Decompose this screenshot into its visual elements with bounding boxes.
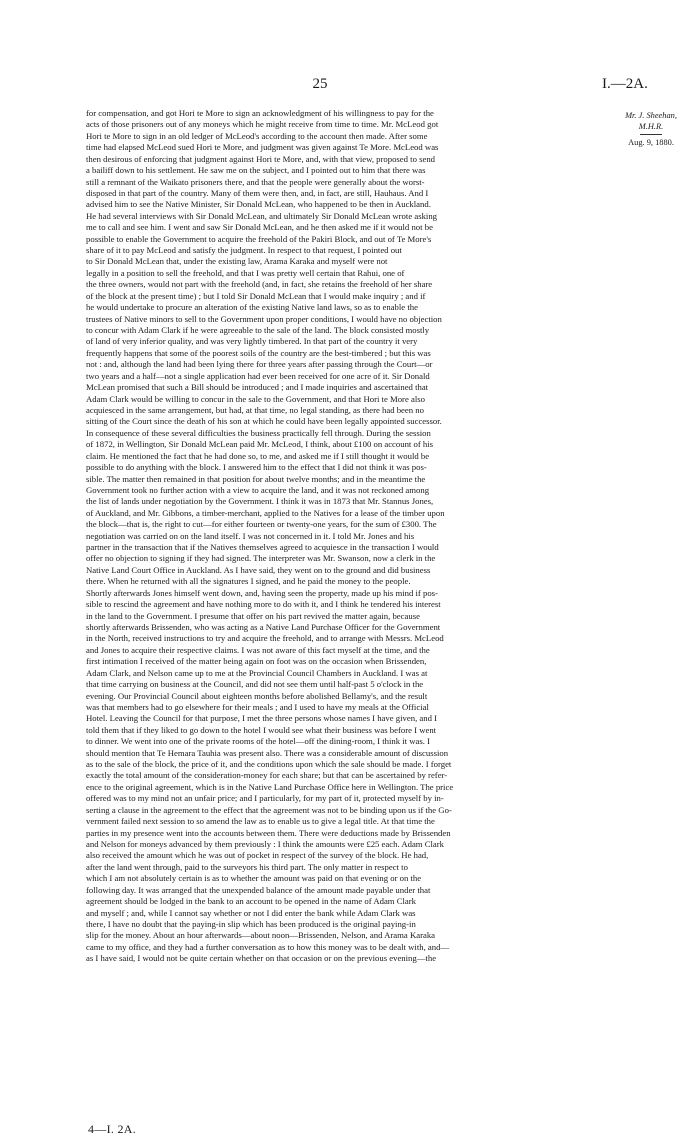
body-line: time had elapsed McLeod sued Hori te More, and judgment was given against Te More. McLeod was bbox=[86, 142, 439, 153]
body-line: shortly afterwards Brissenden, who was acting as a Native Land Purchase Officer for the Government bbox=[86, 621, 441, 632]
witness-name: Mr. J. Sheehan, bbox=[625, 111, 677, 120]
margin-divider bbox=[640, 134, 662, 135]
body-line: Adam Clark, and Nelson came up to me at the Provincial Council Chambers in Auckland. I was at bbox=[86, 667, 428, 678]
body-line: acts of those prisoners out of any moneys which he might receive from time to time. Mr. McLeod got bbox=[86, 119, 439, 130]
body-line: to concur with Adam Clark if he were agreeable to the sale of the land. The block consisted mostly bbox=[86, 325, 430, 336]
body-line: He had several interviews with Sir Donald McLean, and ultimately Sir Donald McLean wrote asking bbox=[86, 210, 438, 221]
body-line: of 1872, in Wellington, Sir Donald McLean paid Mr. McLeod, I think, about £100 on account of his bbox=[86, 439, 434, 450]
body-line: negotiation was carried on on the land itself. I was not concerned in it. I told Mr. Jones and his bbox=[86, 530, 415, 541]
body-line: that time carrying on business at the Council, and did not see them until half-past 5 o'clock in the bbox=[86, 679, 424, 690]
body-line: Native Land Court Office in Auckland. As I have said, they went on to the ground and did business bbox=[86, 564, 431, 575]
body-line: sitting of the Court since the death of his son at which he could have been legally appointed successor. bbox=[86, 416, 442, 427]
body-line: which I am not absolutely certain is as to whether the amount was paid on that evening or on the bbox=[86, 873, 422, 884]
body-line: and Nelson for moneys advanced by them previously : I think the amounts were £25 each. Adam Clark bbox=[86, 839, 445, 849]
evidence-body bbox=[86, 108, 598, 965]
body-line: In consequence of these several difficulties the business practically fell through. During the session bbox=[86, 427, 431, 438]
body-line: parties in my presence went into the accounts between them. There were deductions made by Brissenden bbox=[86, 827, 451, 838]
body-line: in the land to the Government. I presume that offer on his part revived the matter again, because bbox=[86, 610, 420, 621]
body-line: frequently happens that some of the poorest soils of the country are the best-timbered ; but this was bbox=[86, 347, 431, 358]
body-line: ence to the original agreement, which is in the Native Land Purchase Office here in Wellington. The price bbox=[86, 781, 454, 792]
body-line: possible to do anything with the block. I answered him to the effect that I did not think it was pos- bbox=[86, 462, 427, 473]
body-line: McLean promised that such a Bill should be introduced ; and I made inquiries and ascertained that bbox=[86, 382, 429, 393]
body-line: evening. Our Provincial Council about eighteen months before abolished Bellamy's, and the result bbox=[86, 690, 428, 701]
body-line: claim. He mentioned the fact that he had done so, to me, and asked me if I still thought it would be bbox=[86, 450, 430, 461]
body-line: serting a clause in the agreement to the effect that the agreement was not to be binding upon us if the Go- bbox=[86, 804, 452, 815]
body-line: first intimation I received of the matter being again on foot was on the occasion when Brissenden, bbox=[86, 656, 427, 667]
body-line: me to call and see him. I went and saw Sir Donald McLean, and he then asked me if it would not be bbox=[86, 222, 433, 233]
body-line: Government took no further action with a view to acquire the land, and it was not reckoned among bbox=[86, 484, 430, 495]
body-line: trustees of Native minors to sell to the Government upon proper conditions, I would have no objection bbox=[86, 313, 442, 324]
body-line: acquiesced in the same arrangement, but had, at that time, no legal standing, as there had been no bbox=[86, 404, 424, 415]
body-line: and Jones to acquire their respective claims. I was not aware of this fact myself at the time, and the bbox=[86, 644, 430, 655]
body-line: share of it to pay McLeod and satisfy the judgment. In respect to that request, I pointed out bbox=[86, 245, 402, 256]
body-line: legally in a position to sell the freehold, and that I was pretty well certain that Rahui, one of bbox=[86, 267, 405, 278]
body-line: the block—that is, the right to cut—for either fourteen or twenty-one years, for the sum of £300. The bbox=[86, 519, 437, 530]
body-line: was that members had to go elsewhere for their meals ; and I used to have my meals at the Official bbox=[86, 701, 429, 712]
body-line: Hori te More to sign in an old ledger of McLeod's according to the account then made. After some bbox=[86, 130, 428, 141]
body-line: a bailiff down to his settlement. He saw me on the subject, and I pointed out to him that there was bbox=[86, 165, 426, 176]
body-line: of land of very inferior quality, and was very lightly timbered. In that part of the country it very bbox=[86, 336, 418, 347]
body-line: still a remnant of the Waikato prisoners there, and that the people were generally about the worst- bbox=[86, 176, 425, 187]
body-line: partner in the transaction that if the Natives themselves agreed to acquiesce in the transaction I would bbox=[86, 542, 439, 553]
page-number: 25 bbox=[312, 76, 328, 92]
margin-note bbox=[606, 110, 696, 148]
body-line: the list of lands under negotiation by the Government. I think it was in 1873 that Mr. Stannus Jones, bbox=[86, 496, 434, 507]
body-line: to dinner. We went into one of the private rooms of the hotel—off the dining-room, I think it was. I bbox=[86, 736, 430, 747]
body-line: the three owners, would not part with the freehold (and, in fact, she retains the freehold of her share bbox=[86, 279, 433, 290]
body-line: following day. It was arranged that the unexpended balance of the amount made payable under that bbox=[86, 884, 431, 895]
body-line: Shortly afterwards Jones himself went down, and, having seen the property, made up his mind if pos- bbox=[86, 587, 438, 598]
body-line: and myself ; and, while I cannot say whether or not I did enter the bank while Adam Clark was bbox=[86, 907, 416, 918]
body-line: in the North, received instructions to try and acquire the freehold, and to arrange with Messrs. McLeod bbox=[86, 633, 444, 644]
sheet-signature: 4—I. 2A. bbox=[88, 1122, 137, 1136]
body-line: two years and a half—not a single application had ever been received for one acre of it. Sir Donald bbox=[86, 370, 430, 381]
body-line: should mention that Te Hemara Tauhia was present also. There was a considerable amount of discussion bbox=[86, 747, 449, 758]
body-line: for compensation, and got Hori te More to sign an acknowledgment of his willingness to pay for the bbox=[86, 108, 434, 118]
body-line: then desirous of enforcing that judgment against Hori te More, and, with that view, proposed to send bbox=[86, 153, 436, 164]
body-line: Adam Clark would be willing to concur in the sale to the Government, and that Hori te More also bbox=[86, 393, 425, 404]
body-line: slip for the money. About an hour afterwards—about noon—Brissenden, Nelson, and Arama Karaka bbox=[86, 930, 436, 941]
body-line: as to the sale of the block, the price of it, and the conditions upon which the sale should be made. I forget bbox=[86, 759, 452, 770]
body-line: to Sir Donald McLean that, under the existing law, Arama Karaka and myself were not bbox=[86, 256, 388, 267]
body-line: advised him to see the Native Minister, Sir Donald McLean, who happened to be then in Auckland. bbox=[86, 199, 431, 210]
body-line: as I have said, I would not be quite certain whether on that occasion or on the previous evening—the bbox=[86, 953, 437, 964]
body-line: of the block at the present time) ; but I told Sir Donald McLean that I would make inquiry ; and if bbox=[86, 290, 426, 301]
body-line: Hotel. Leaving the Council for that purpose, I met the three persons whose names I have given, and I bbox=[86, 713, 438, 724]
body-line: also received the amount which he was out of pocket in respect of the survey of the block. He had, bbox=[86, 850, 429, 861]
paper-reference: I.—2A. bbox=[602, 76, 648, 92]
body-line: came to my office, and they had a further conversation as to how this money was to be dealt with, and— bbox=[86, 941, 450, 952]
body-line: not : and, although the land had been lying there for three years after passing through the Court—or bbox=[86, 359, 433, 370]
body-line: agreement should be lodged in the bank to an account to be opened in the name of Adam Clark bbox=[86, 896, 417, 907]
evidence-date: Aug. 9, 1880. bbox=[628, 138, 674, 147]
witness-title: M.H.R. bbox=[638, 122, 664, 131]
body-line: possible to enable the Government to acquire the freehold of the Pakiri Block, and out of Te More's bbox=[86, 233, 432, 244]
body-line: there, I have no doubt that the paying-in slip which has been produced is the original paying-in bbox=[86, 918, 416, 929]
body-line: sible. The matter then remained in that position for about twelve months; and in the meantime the bbox=[86, 473, 426, 484]
body-line: he would undertake to procure an alteration of the existing Native land laws, so as to enable the bbox=[86, 302, 418, 313]
body-line: after the land went through, paid to the surveyors his third part. The only matter in respect to bbox=[86, 861, 408, 872]
body-line: there. When he returned with all the signatures I signed, and he paid the money to the people. bbox=[86, 576, 411, 587]
body-line: offer no objection to signing if they had signed. The interpreter was Mr. Swanson, now a clerk in the bbox=[86, 553, 436, 564]
body-line: exactly the total amount of the consideration-money for each share; but that can be ascertained by refer- bbox=[86, 770, 448, 781]
body-line: sible to rescind the agreement and have nothing more to do with it, and I think he tendered his interest bbox=[86, 599, 441, 610]
body-line: told them that if they liked to go down to the hotel I would see what their business was before I went bbox=[86, 724, 437, 735]
body-line: vernment failed next session to so amend the law as to enable us to give a legal title. At that time the bbox=[86, 816, 435, 827]
body-line: disposed in that part of the country. Many of them were then, and, in fact, are still, Hauhaus. And I bbox=[86, 187, 429, 198]
body-line: of Auckland, and Mr. Gibbons, a timber-merchant, applied to the Natives for a lease of the timber upon bbox=[86, 507, 445, 518]
body-line: offered was to my mind not an unfair price; and I particularly, for my part of it, protected myself by in- bbox=[86, 793, 444, 804]
